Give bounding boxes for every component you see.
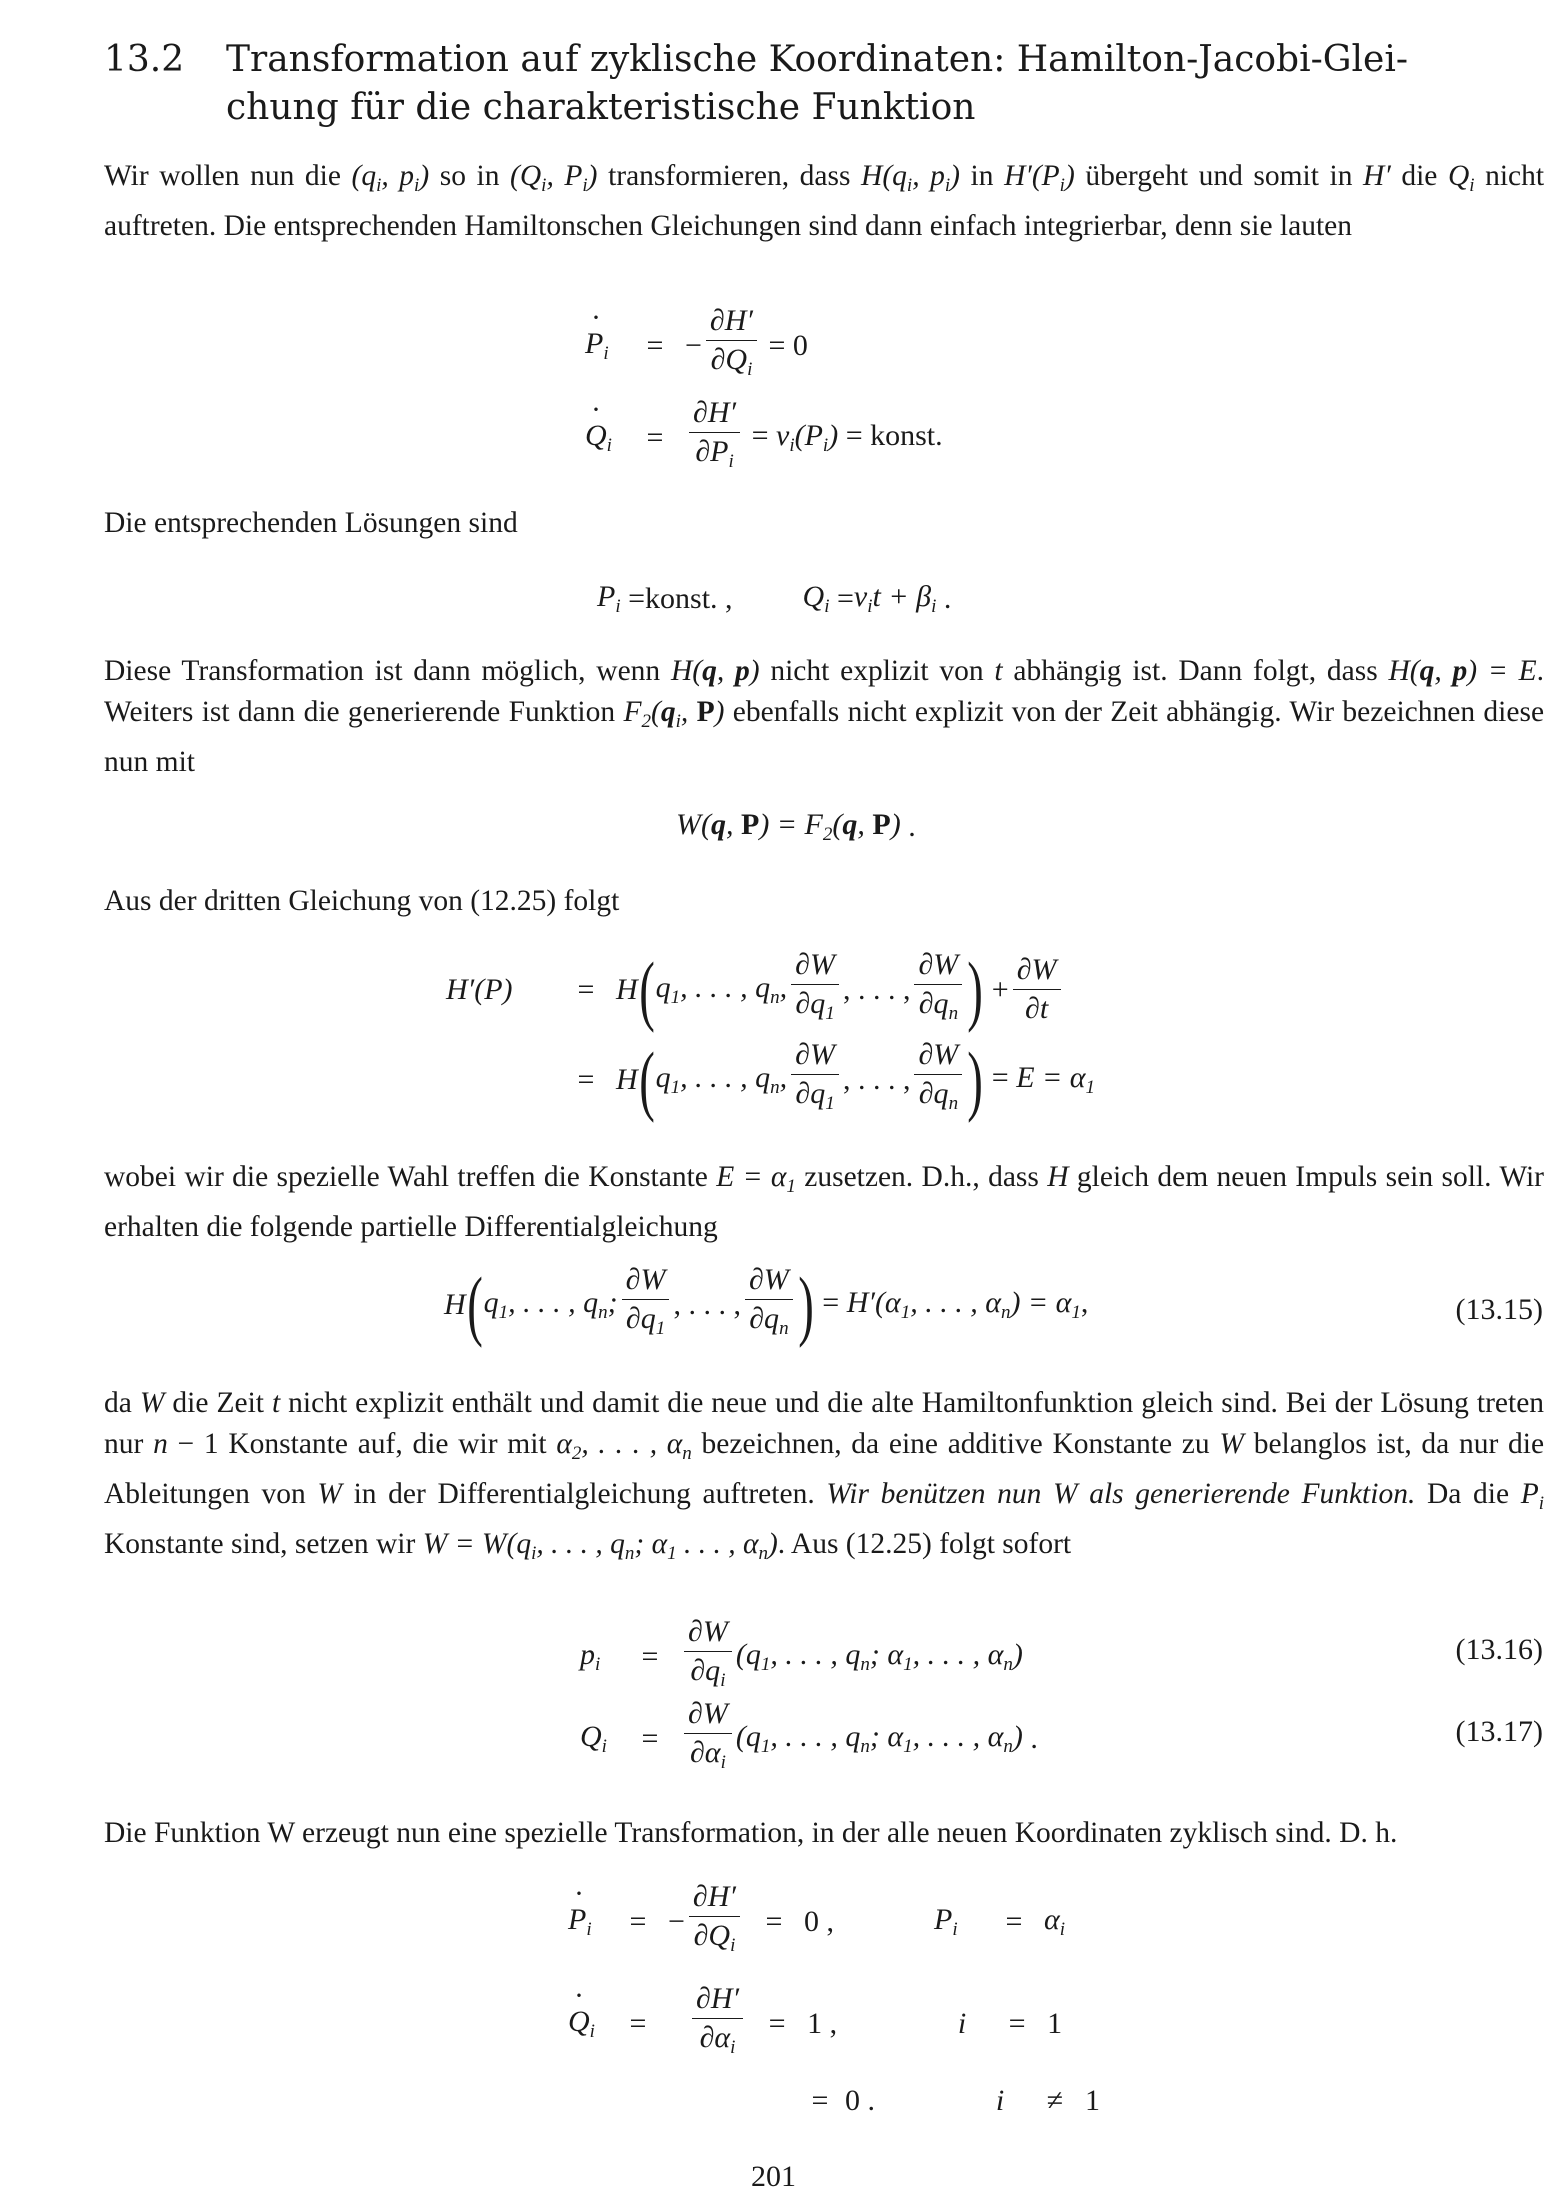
equation-13-15: H ( $q_1$, . . . , $q_n$; $\frac{\partial W}{\partial q_1}$ , . . . , $\frac{\partial W}{\partial q_n}$ ) = $H'(\alpha_1$, . . . , $\alpha_n) = \alpha_1$,: [444, 1260, 1089, 1348]
equation-w-definition: W(q, $P) = F_2(q$, P) .: [676, 808, 916, 845]
page-number: 201: [751, 2160, 796, 2193]
equation-final-qdot-1: · $Q_i$ = $\frac{\partial H'}{\partial\alpha_i}$ = 1 , i = 1: [568, 1982, 1062, 2065]
equation-number-13-16: (13.16): [1455, 1633, 1543, 1666]
section-number: 13.2: [104, 39, 185, 80]
equation-13-16-row: [0, 1615, 1547, 1705]
section-heading: [104, 36, 1544, 132]
equation-hprime-line1: H′(P) = H ( $q_1$, . . . , $q_n$, $\frac{\partial W}{\partial q_1}$ , . . . , $\frac{\partial W}{\partial q_n}$ ) + $\frac{\partial W}{\partial t}$: [446, 948, 1065, 1031]
paragraph-explanation: da W die Zeit t nicht explizit enthält und damit die neue und die alte Hamiltonfunktion gleich sind. Bei der Lösung treten nur n − 1 Konstante auf, die wir mit $\alpha_2$, . . . , $\alpha_n$ bezeichnen, da eine additive Konstante zu W belanglos ist, da nur die Ableitungen von W in der Differentialgleichung auftreten. Wir benützen nun W als generierende Funktion. Da die $P_i$ Konstante sind, setzen wir $W = W(q_i$, . . . , $q_n$; $\alpha_1$ . . . , $\alpha_n$). Aus (12.25) folgt sofort: [104, 1387, 1545, 1564]
paragraph-cyclic: Die Funktion W erzeugt nun eine spezielle Transformation, in der alle neuen Koordinaten zyklisch sind. D. h.: [104, 1817, 1398, 1849]
equation-final-qdot-2: = 0 . i ≠ 1: [811, 2084, 1100, 2117]
equation-13-15-row: [0, 1260, 1547, 1363]
equation-number-13-17: (13.17): [1455, 1715, 1543, 1748]
equation-number-13-15: (13.15): [1455, 1293, 1543, 1326]
paragraph-intro: Wir wollen nun die ($q_i$, $p_i$) so in ($Q_i$, $P_i$) transformieren, dass $H(q_i$, $p_i$) in $H'(P_i)$ übergeht und somit in H′ die $Q_i$ nicht auftreten. Die entsprechenden Hamiltonschen Gleichungen sind dann einfach integrierbar, denn sie lauten: [104, 160, 1545, 242]
equation-qdot: · $Q_i$ = $\frac{\partial H'}{\partial P_i}$ = $\nu_i(P_i)$ = konst.: [585, 396, 943, 479]
equation-final-pdot: · $P_i$ = − $\frac{\partial H'}{\partial Q_i}$ = 0 , $P_i$ = $\alpha_i$: [568, 1880, 1065, 1963]
equation-hprime-line2: = H ( $q_1$, . . . , $q_n$, $\frac{\partial W}{\partial q_1}$ , . . . , $\frac{\partial W}{\partial q_n}$ ) = $E = \alpha_1$: [577, 1035, 1096, 1123]
equation-13-16: $p_i$ = $\frac{\partial W}{\partial q_i}$ ($q_1$, . . . , $q_n$; $\alpha_1$, . . . , $\alpha_n$): [580, 1615, 1023, 1691]
paragraph-solutions: Die entsprechenden Lösungen sind: [104, 507, 518, 539]
section-title-line2: chung für die charakteristische Funktion: [226, 87, 976, 128]
paragraph-third-equation: Aus der dritten Gleichung von (12.25) folgt: [104, 885, 620, 917]
paragraph-special-choice: wobei wir die spezielle Wahl treffen die Konstante $E = \alpha_1$ zusetzen. D.h., dass H gleich dem neuen Impuls sein soll. Wir erhalten die folgende partielle Differentialgleichung: [104, 1161, 1544, 1243]
paragraph-transformation: Diese Transformation ist dann möglich, wenn H(q, p) nicht explizit von t abhängig ist. Dann folgt, dass H(q, p) = E. Weiters ist dann die generierende Funktion $F_2(q_i$, P) ebenfalls nicht explizit von der Zeit abhängig. Wir bezeichnen diese nun mit: [104, 655, 1545, 778]
equation-13-17-row: [0, 1697, 1547, 1787]
equation-13-17: $Q_i$ = $\frac{\partial W}{\partial\alpha_i}$ ($q_1$, . . . , $q_n$; $\alpha_1$, . . . , $\alpha_n$) .: [580, 1697, 1038, 1773]
equation-solutions: $P_i$ = konst. , $Q_i$ = $\nu_it + \beta_i$ .: [597, 580, 952, 617]
equation-pdot: · $P_i$ = − $\frac{\partial H'}{\partial Q_i}$ = 0: [585, 304, 808, 387]
section-title-line1: Transformation auf zyklische Koordinaten: Hamilton-Jacobi-Glei-: [226, 39, 1409, 80]
